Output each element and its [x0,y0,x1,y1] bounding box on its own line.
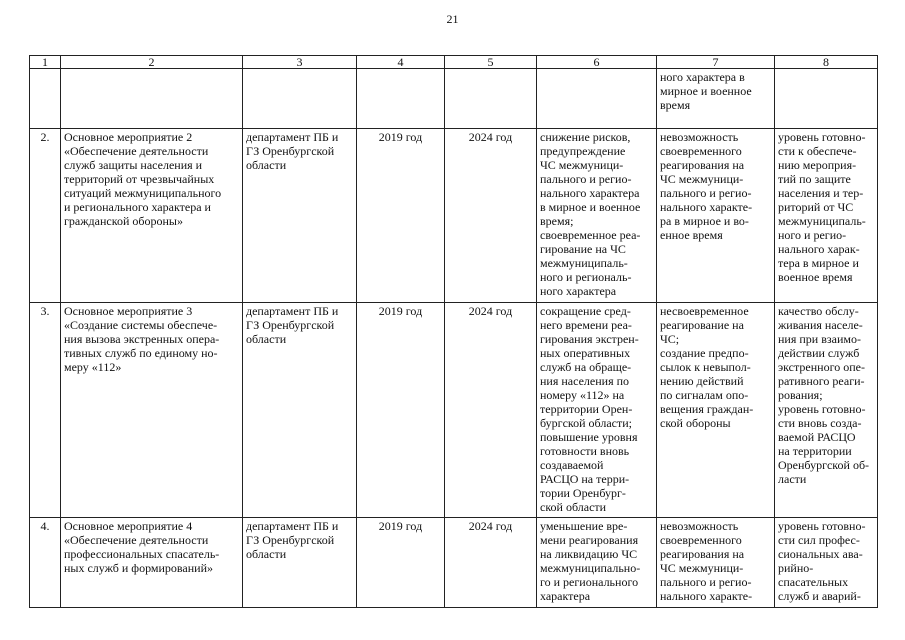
consequence-cell: ного характера в мирное и военное время [657,69,775,129]
result-cell: снижение рисков, предупреждение ЧС межмуници- пального и регио- нального характера в мирное и военное время; своевременное реа- гирование на ЧС межмуниципаль- ного и региональ- ного характера [537,129,657,303]
result-cell [537,69,657,129]
table-row [30,129,878,303]
executor-cell [243,69,357,129]
header-cell: 7 [657,56,775,69]
consequence-cell: невозможность своевременного реагирования на ЧС межмуници- пального и регио- нального характе- ра в мирное и во- енное время [657,129,775,303]
start-year-cell [357,69,445,129]
start-year-cell: 2019 год [357,303,445,518]
program-measures-table [29,55,878,608]
executor-cell: департамент ПБ и ГЗ Оренбургской области [243,303,357,518]
measure-cell: Основное мероприятие 3 «Создание системы обеспече- ния вызова экстренных опера- тивных служб по единому но- меру «112» [61,303,243,518]
indicator-cell: качество обслу- живания населе- ния при взаимо- действии служб экстренного опе- ративного реаги- рования; уровень готовно- сти вновь созда- ваемой РАСЦО на территории Оренбургской об- ласти [775,303,878,518]
header-cell: 6 [537,56,657,69]
page-number: 21 [446,12,459,26]
indicator-cell: уровень готовно- сти сил профес- сиональных ава- рийно- спасательных служб и аварий- [775,518,878,608]
result-cell: сокращение сред- него времени реа- гирования экстрен- ных оперативных служб на обраще- ния населения по номеру «112» на территории Орен- бургской области; повышение уровня готовности вновь создаваемой РАСЦО на терри- тории Оренбург- ской области [537,303,657,518]
executor-cell: департамент ПБ и ГЗ Оренбургской области [243,518,357,608]
end-year-cell: 2024 год [445,303,537,518]
indicator-cell: уровень готовно- сти к обеспече- нию мероприя- тий по защите населения и тер- риторий от ЧС межмуниципаль- ного и регио- нального харак- тера в мирное и военное время [775,129,878,303]
executor-cell: департамент ПБ и ГЗ Оренбургской области [243,129,357,303]
end-year-cell: 2024 год [445,518,537,608]
header-cell: 3 [243,56,357,69]
measure-cell: Основное мероприятие 2 «Обеспечение деятельности служб защиты населения и территорий от чрезвычайных ситуаций межмуниципального и регионального характера и гражданской обороны» [61,129,243,303]
table-row [30,303,878,518]
consequence-cell: невозможность своевременного реагирования на ЧС межмуници- пального и регио- нального характе- [657,518,775,608]
end-year-cell [445,69,537,129]
measure-cell: Основное мероприятие 4 «Обеспечение деятельности профессиональных спасатель- ных служб и формирований» [61,518,243,608]
row-number [30,69,61,129]
row-number: 2. [30,129,61,303]
row-number: 3. [30,303,61,518]
header-cell: 2 [61,56,243,69]
consequence-cell: несвоевременное реагирование на ЧС; создание предпо- сылок к невыпол- нению действий по сигналам опо- вещения граждан- ской обороны [657,303,775,518]
measure-cell [61,69,243,129]
table-row [30,518,878,608]
indicator-cell [775,69,878,129]
table-row [30,69,878,129]
start-year-cell: 2019 год [357,518,445,608]
row-number: 4. [30,518,61,608]
header-cell: 1 [30,56,61,69]
header-cell: 8 [775,56,878,69]
header-cell: 5 [445,56,537,69]
table-header-row [30,56,878,69]
header-cell: 4 [357,56,445,69]
start-year-cell: 2019 год [357,129,445,303]
result-cell: уменьшение вре- мени реагирования на ликвидацию ЧС межмуниципально- го и регионального характера [537,518,657,608]
end-year-cell: 2024 год [445,129,537,303]
